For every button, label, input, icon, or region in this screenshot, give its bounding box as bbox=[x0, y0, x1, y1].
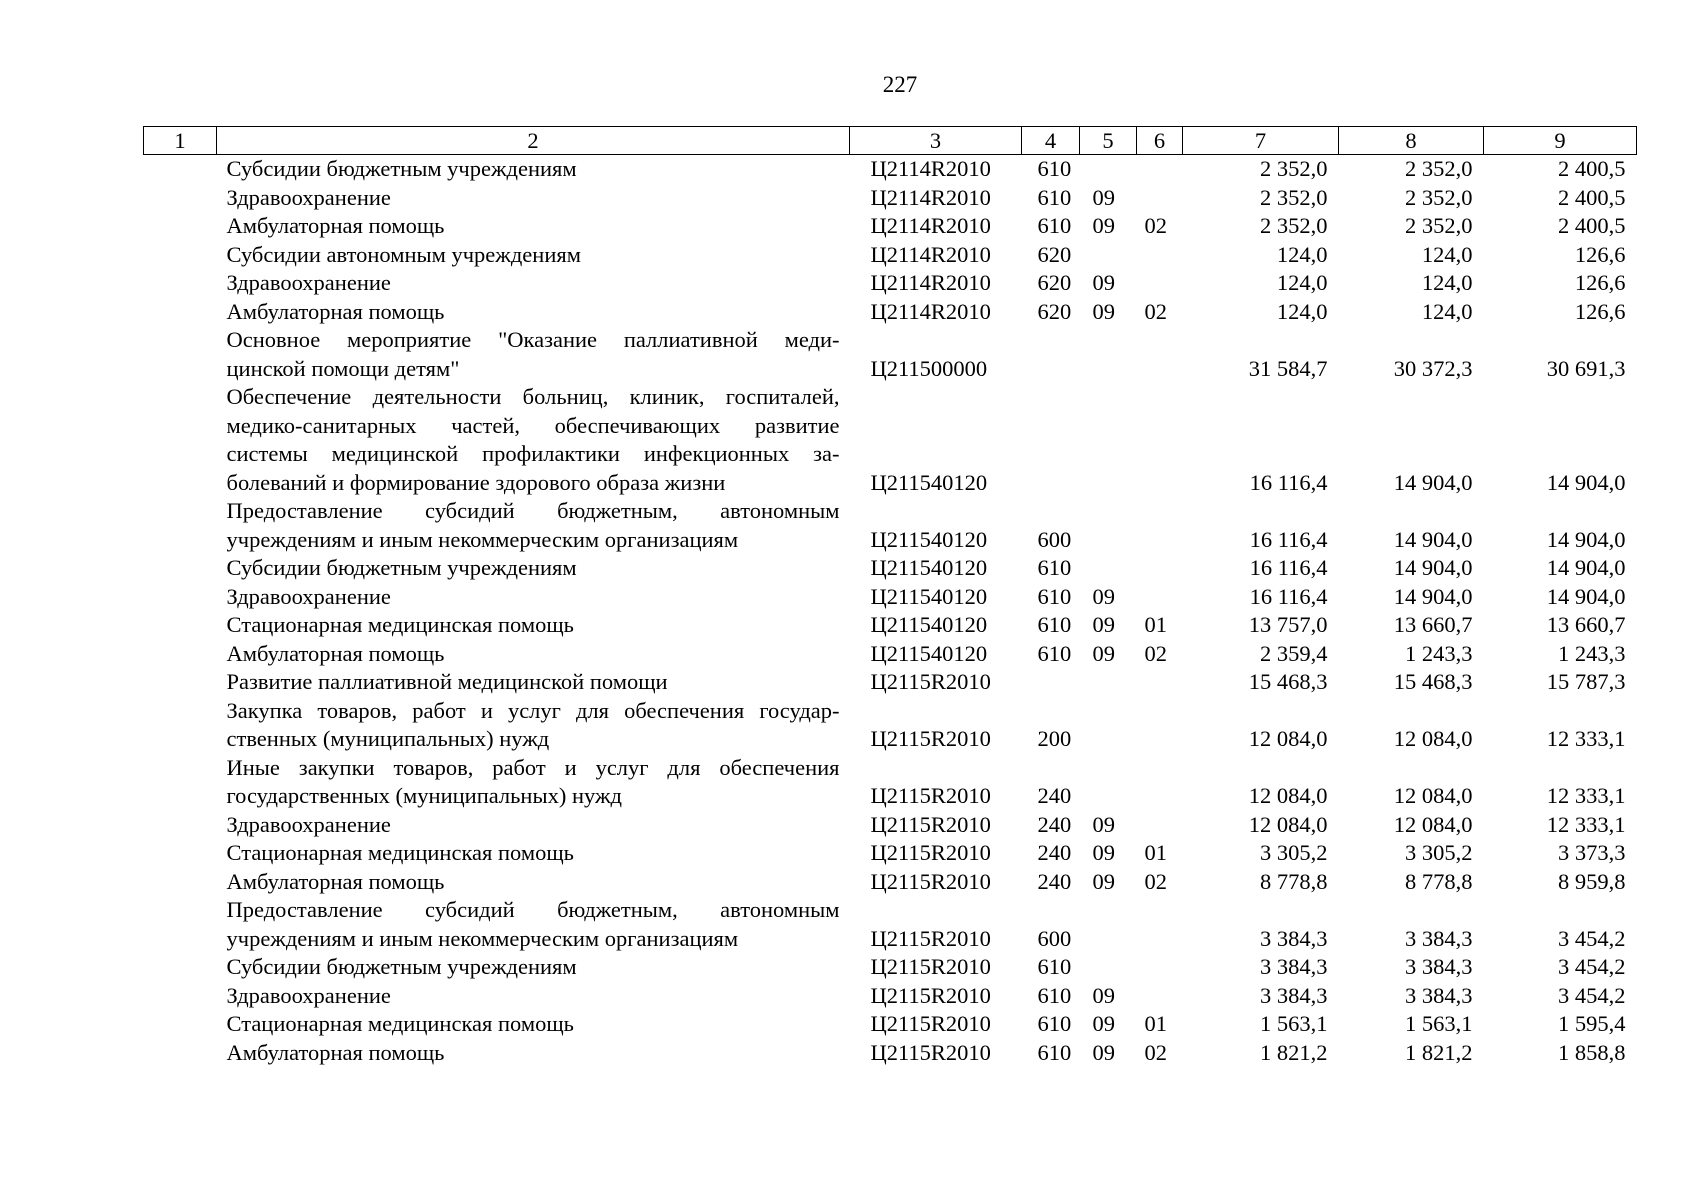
row-name-line: Стационарная медицинская помощь bbox=[226, 840, 574, 865]
page-number: 227 bbox=[882, 72, 918, 97]
column-header: 1 bbox=[144, 127, 217, 155]
amount-cell: 3 384,3 bbox=[1405, 954, 1473, 979]
amount-cell: 124,0 bbox=[1421, 241, 1473, 267]
amount-cell: 2 352,0 bbox=[1405, 213, 1473, 238]
row-name-line: ственных (муниципальных) нужд bbox=[226, 726, 550, 751]
column-header: 4 bbox=[1022, 127, 1080, 155]
section-cell: 09 bbox=[1092, 184, 1115, 210]
subsection-cell bbox=[1137, 497, 1183, 554]
amount-cell: 14 904,0 bbox=[1546, 526, 1626, 552]
amount-cell: 15 468,3 bbox=[1393, 669, 1473, 694]
row-name-line: Развитие паллиативной медицинской помощи bbox=[226, 669, 668, 694]
row-name-line: Стационарная медицинская помощь bbox=[226, 1011, 574, 1036]
amount-cell: 2 352,0 bbox=[1260, 156, 1328, 181]
row-name-line: Иные закупки товаров, работ и услуг для обеспечения bbox=[226, 754, 840, 780]
table-row bbox=[144, 497, 1637, 554]
table-row bbox=[144, 697, 1637, 754]
code-cell: Ц2115R2010 bbox=[870, 868, 991, 894]
amount-cell: 12 333,1 bbox=[1546, 811, 1626, 837]
row-name-line: Закупка товаров, работ и услуг для обеспечения государ- bbox=[226, 697, 840, 723]
row-name-line: Амбулаторная помощь bbox=[226, 213, 445, 238]
row-index-cell bbox=[144, 497, 217, 554]
column-header: 8 bbox=[1339, 127, 1484, 155]
amount-cell: 3 384,3 bbox=[1260, 925, 1328, 951]
amount-cell: 3 384,3 bbox=[1260, 982, 1328, 1008]
amount-cell: 2 400,5 bbox=[1558, 184, 1626, 210]
expense-type-cell: 240 bbox=[1037, 783, 1072, 808]
amount-cell: 3 454,2 bbox=[1558, 925, 1626, 951]
amount-cell: 12 084,0 bbox=[1393, 783, 1473, 808]
row-name-line: учреждениям и иным некоммерческим организациям bbox=[226, 925, 739, 951]
row-index-cell bbox=[144, 298, 217, 327]
row-name-line: Субсидии бюджетным учреждениям bbox=[226, 156, 577, 181]
amount-cell: 16 116,4 bbox=[1249, 583, 1328, 609]
row-index-cell bbox=[144, 1039, 217, 1068]
row-name-line: цинской помощи детям" bbox=[226, 355, 460, 381]
row-index-cell bbox=[144, 754, 217, 811]
code-cell: Ц211500000 bbox=[870, 355, 988, 381]
amount-cell: 3 384,3 bbox=[1405, 982, 1473, 1008]
expense-type-cell: 610 bbox=[1037, 1011, 1072, 1036]
row-index-cell bbox=[144, 554, 217, 583]
table-row bbox=[144, 1039, 1637, 1068]
row-name-line: медико-санитарных частей, обеспечивающих развитие bbox=[226, 412, 840, 438]
expense-type-cell: 600 bbox=[1037, 925, 1072, 951]
amount-cell: 13 660,7 bbox=[1546, 612, 1626, 637]
amount-cell: 12 333,1 bbox=[1546, 726, 1626, 751]
row-index-cell bbox=[144, 697, 217, 754]
code-cell: Ц2115R2010 bbox=[870, 840, 991, 865]
section-cell: 09 bbox=[1092, 868, 1115, 894]
row-index-cell bbox=[144, 184, 217, 213]
amount-cell: 1 595,4 bbox=[1558, 1011, 1626, 1036]
table-row bbox=[144, 611, 1637, 640]
expense-type-cell: 620 bbox=[1037, 298, 1072, 324]
amount-cell: 14 904,0 bbox=[1546, 555, 1626, 580]
code-cell: Ц211540120 bbox=[870, 526, 988, 552]
table-body bbox=[144, 155, 1637, 1068]
amount-cell: 124,0 bbox=[1276, 270, 1328, 295]
amount-cell: 12 333,1 bbox=[1546, 783, 1626, 808]
row-name-cell bbox=[217, 896, 850, 953]
amount-cell: 126,6 bbox=[1574, 298, 1626, 324]
section-cell: 09 bbox=[1092, 298, 1115, 324]
amount-cell: 2 352,0 bbox=[1260, 184, 1328, 210]
subsection-cell bbox=[1137, 155, 1183, 184]
row-name-line: Субсидии автономным учреждениям bbox=[226, 241, 581, 267]
section-cell: 09 bbox=[1092, 583, 1115, 609]
table-row bbox=[144, 811, 1637, 840]
row-name-cell bbox=[217, 640, 850, 669]
subsection-cell bbox=[1137, 184, 1183, 213]
amount-cell: 2 352,0 bbox=[1405, 156, 1473, 181]
expense-type-cell: 610 bbox=[1037, 982, 1072, 1008]
expense-type-cell: 610 bbox=[1037, 156, 1072, 181]
amount-cell: 3 384,3 bbox=[1405, 925, 1473, 951]
budget-table bbox=[143, 126, 1637, 1067]
row-name-line: Амбулаторная помощь bbox=[226, 1039, 445, 1065]
amount-cell: 31 584,7 bbox=[1248, 355, 1328, 381]
section-cell: 09 bbox=[1092, 811, 1115, 837]
code-cell: Ц211540120 bbox=[870, 640, 988, 666]
table-row bbox=[144, 754, 1637, 811]
code-cell: Ц2115R2010 bbox=[870, 954, 991, 979]
amount-cell: 1 243,3 bbox=[1405, 640, 1473, 666]
column-header: 5 bbox=[1080, 127, 1137, 155]
amount-cell: 12 084,0 bbox=[1393, 726, 1473, 751]
row-name-line: Здравоохранение bbox=[226, 270, 391, 295]
subsection-cell: 02 bbox=[1144, 298, 1167, 324]
row-name-cell bbox=[217, 868, 850, 897]
code-cell: Ц2114R2010 bbox=[870, 270, 991, 295]
row-name-line: Предоставление субсидий бюджетным, автономным bbox=[226, 897, 840, 922]
table-row bbox=[144, 269, 1637, 298]
amount-cell: 3 305,2 bbox=[1405, 840, 1473, 865]
expense-type-cell: 620 bbox=[1037, 270, 1072, 295]
row-name-cell bbox=[217, 298, 850, 327]
amount-cell: 1 821,2 bbox=[1260, 1039, 1328, 1065]
expense-type-cell: 610 bbox=[1037, 555, 1072, 580]
row-name-cell bbox=[217, 611, 850, 640]
amount-cell: 3 384,3 bbox=[1260, 954, 1328, 979]
table-row bbox=[144, 1010, 1637, 1039]
section-cell bbox=[1080, 155, 1137, 184]
code-cell: Ц2115R2010 bbox=[870, 1011, 991, 1036]
row-name-cell bbox=[217, 982, 850, 1011]
expense-type-cell: 240 bbox=[1037, 868, 1072, 894]
amount-cell: 15 468,3 bbox=[1248, 669, 1328, 694]
expense-type-cell bbox=[1022, 668, 1080, 697]
subsection-cell bbox=[1137, 583, 1183, 612]
row-index-cell bbox=[144, 811, 217, 840]
section-cell bbox=[1080, 241, 1137, 270]
table-row bbox=[144, 839, 1637, 868]
row-name-line: Здравоохранение bbox=[226, 811, 391, 837]
amount-cell: 14 904,0 bbox=[1546, 583, 1626, 609]
row-index-cell bbox=[144, 839, 217, 868]
expense-type-cell bbox=[1022, 383, 1080, 497]
amount-cell: 2 352,0 bbox=[1260, 213, 1328, 238]
amount-cell: 8 778,8 bbox=[1405, 868, 1473, 894]
row-name-cell bbox=[217, 241, 850, 270]
row-name-cell bbox=[217, 184, 850, 213]
amount-cell: 124,0 bbox=[1276, 241, 1328, 267]
table-row bbox=[144, 241, 1637, 270]
amount-cell: 14 904,0 bbox=[1393, 583, 1473, 609]
row-name-cell bbox=[217, 326, 850, 383]
section-cell bbox=[1080, 697, 1137, 754]
section-cell: 09 bbox=[1092, 640, 1115, 666]
subsection-cell bbox=[1137, 383, 1183, 497]
amount-cell: 30 372,3 bbox=[1393, 355, 1473, 381]
row-index-cell bbox=[144, 611, 217, 640]
expense-type-cell: 240 bbox=[1037, 811, 1072, 837]
row-name-line: Амбулаторная помощь bbox=[226, 298, 445, 324]
row-index-cell bbox=[144, 583, 217, 612]
row-index-cell bbox=[144, 640, 217, 669]
column-header: 6 bbox=[1137, 127, 1183, 155]
row-index-cell bbox=[144, 383, 217, 497]
subsection-cell: 02 bbox=[1144, 1039, 1167, 1065]
table-row bbox=[144, 583, 1637, 612]
subsection-cell: 01 bbox=[1144, 612, 1167, 637]
amount-cell: 126,6 bbox=[1574, 270, 1626, 295]
amount-cell: 8 778,8 bbox=[1260, 868, 1328, 894]
subsection-cell: 01 bbox=[1144, 1011, 1167, 1036]
amount-cell: 12 084,0 bbox=[1393, 811, 1473, 837]
table-row bbox=[144, 184, 1637, 213]
expense-type-cell: 610 bbox=[1037, 184, 1072, 210]
row-name-cell bbox=[217, 212, 850, 241]
amount-cell: 13 660,7 bbox=[1393, 612, 1473, 637]
expense-type-cell: 600 bbox=[1037, 526, 1072, 552]
row-index-cell bbox=[144, 982, 217, 1011]
amount-cell: 2 352,0 bbox=[1405, 184, 1473, 210]
subsection-cell bbox=[1137, 326, 1183, 383]
subsection-cell bbox=[1137, 754, 1183, 811]
row-index-cell bbox=[144, 212, 217, 241]
column-header: 2 bbox=[217, 127, 850, 155]
expense-type-cell: 240 bbox=[1037, 840, 1072, 865]
row-index-cell bbox=[144, 1010, 217, 1039]
amount-cell: 12 084,0 bbox=[1248, 811, 1328, 837]
row-name-line: Амбулаторная помощь bbox=[226, 868, 445, 894]
code-cell: Ц2114R2010 bbox=[870, 213, 991, 238]
subsection-cell: 02 bbox=[1144, 640, 1167, 666]
subsection-cell bbox=[1137, 241, 1183, 270]
amount-cell: 12 084,0 bbox=[1248, 783, 1328, 808]
row-name-cell bbox=[217, 754, 850, 811]
amount-cell: 16 116,4 bbox=[1249, 555, 1328, 580]
section-cell: 09 bbox=[1092, 270, 1115, 295]
row-name-line: Обеспечение деятельности больниц, клиник, госпиталей, bbox=[226, 384, 840, 409]
amount-cell: 16 116,4 bbox=[1249, 526, 1328, 552]
amount-cell: 2 400,5 bbox=[1558, 156, 1626, 181]
amount-cell: 14 904,0 bbox=[1393, 526, 1473, 552]
row-index-cell bbox=[144, 326, 217, 383]
amount-cell: 12 084,0 bbox=[1248, 726, 1328, 751]
amount-cell: 15 787,3 bbox=[1546, 669, 1626, 694]
row-name-cell bbox=[217, 697, 850, 754]
subsection-cell: 02 bbox=[1144, 868, 1167, 894]
row-name-cell bbox=[217, 811, 850, 840]
amount-cell: 1 243,3 bbox=[1558, 640, 1626, 666]
section-cell bbox=[1080, 554, 1137, 583]
table-row bbox=[144, 953, 1637, 982]
row-name-line: Основное мероприятие "Оказание паллиативной меди- bbox=[226, 327, 840, 352]
row-name-cell bbox=[217, 583, 850, 612]
code-cell: Ц2115R2010 bbox=[870, 811, 991, 837]
code-cell: Ц2114R2010 bbox=[870, 156, 991, 181]
row-name-line: Здравоохранение bbox=[226, 982, 391, 1008]
amount-cell: 3 454,2 bbox=[1558, 954, 1626, 979]
expense-type-cell: 610 bbox=[1037, 612, 1072, 637]
table-row bbox=[144, 982, 1637, 1011]
row-name-cell bbox=[217, 1039, 850, 1068]
code-cell: Ц2115R2010 bbox=[870, 925, 991, 951]
row-name-line: системы медицинской профилактики инфекционных за- bbox=[226, 441, 840, 466]
amount-cell: 126,6 bbox=[1574, 241, 1626, 267]
section-cell bbox=[1080, 754, 1137, 811]
expense-type-cell: 610 bbox=[1037, 213, 1072, 238]
row-name-cell bbox=[217, 953, 850, 982]
section-cell: 09 bbox=[1092, 1039, 1115, 1065]
table-row bbox=[144, 640, 1637, 669]
code-cell: Ц2114R2010 bbox=[870, 298, 991, 324]
row-name-line: Здравоохранение bbox=[226, 583, 391, 609]
amount-cell: 16 116,4 bbox=[1249, 469, 1328, 495]
expense-type-cell: 200 bbox=[1037, 726, 1072, 751]
code-cell: Ц2115R2010 bbox=[870, 783, 991, 808]
amount-cell: 124,0 bbox=[1421, 298, 1473, 324]
amount-cell: 3 305,2 bbox=[1260, 840, 1328, 865]
row-name-cell bbox=[217, 497, 850, 554]
amount-cell: 3 373,3 bbox=[1558, 840, 1626, 865]
row-name-line: Субсидии бюджетным учреждениям bbox=[226, 954, 577, 979]
row-name-line: Здравоохранение bbox=[226, 184, 391, 210]
amount-cell: 124,0 bbox=[1276, 298, 1328, 324]
row-name-line: Предоставление субсидий бюджетным, автономным bbox=[226, 498, 840, 523]
row-name-cell bbox=[217, 839, 850, 868]
row-name-line: болеваний и формирование здорового образа жизни bbox=[226, 469, 726, 495]
amount-cell: 1 563,1 bbox=[1260, 1011, 1328, 1036]
amount-cell: 14 904,0 bbox=[1546, 469, 1626, 495]
amount-cell: 1 821,2 bbox=[1405, 1039, 1473, 1065]
code-cell: Ц2115R2010 bbox=[870, 669, 991, 694]
code-cell: Ц2115R2010 bbox=[870, 982, 991, 1008]
section-cell: 09 bbox=[1092, 982, 1115, 1008]
column-header: 9 bbox=[1484, 127, 1637, 155]
expense-type-cell: 610 bbox=[1037, 640, 1072, 666]
table-row bbox=[144, 896, 1637, 953]
section-cell bbox=[1080, 383, 1137, 497]
table-row bbox=[144, 155, 1637, 184]
expense-type-cell: 610 bbox=[1037, 1039, 1072, 1065]
column-header: 7 bbox=[1183, 127, 1339, 155]
subsection-cell bbox=[1137, 554, 1183, 583]
table-row bbox=[144, 554, 1637, 583]
subsection-cell bbox=[1137, 953, 1183, 982]
row-index-cell bbox=[144, 953, 217, 982]
code-cell: Ц2115R2010 bbox=[870, 726, 991, 751]
amount-cell: 13 757,0 bbox=[1248, 612, 1328, 637]
section-cell bbox=[1080, 497, 1137, 554]
row-index-cell bbox=[144, 868, 217, 897]
table-row bbox=[144, 868, 1637, 897]
amount-cell: 30 691,3 bbox=[1546, 355, 1626, 381]
row-index-cell bbox=[144, 155, 217, 184]
section-cell: 09 bbox=[1092, 840, 1115, 865]
expense-type-cell: 610 bbox=[1037, 583, 1072, 609]
amount-cell: 2 359,4 bbox=[1260, 640, 1328, 666]
subsection-cell bbox=[1137, 269, 1183, 298]
row-name-line: государственных (муниципальных) нужд bbox=[226, 783, 622, 808]
row-name-line: Стационарная медицинская помощь bbox=[226, 612, 574, 637]
section-cell bbox=[1080, 326, 1137, 383]
row-name-cell bbox=[217, 1010, 850, 1039]
subsection-cell bbox=[1137, 896, 1183, 953]
row-index-cell bbox=[144, 896, 217, 953]
amount-cell: 8 959,8 bbox=[1558, 868, 1626, 894]
amount-cell: 3 454,2 bbox=[1558, 982, 1626, 1008]
subsection-cell bbox=[1137, 811, 1183, 840]
row-name-cell bbox=[217, 554, 850, 583]
column-header: 3 bbox=[850, 127, 1022, 155]
code-cell: Ц211540120 bbox=[870, 583, 988, 609]
subsection-cell: 01 bbox=[1144, 840, 1167, 865]
row-index-cell bbox=[144, 241, 217, 270]
row-name-cell bbox=[217, 383, 850, 497]
row-name-cell bbox=[217, 269, 850, 298]
table-row bbox=[144, 326, 1637, 383]
section-cell: 09 bbox=[1092, 213, 1115, 238]
section-cell bbox=[1080, 668, 1137, 697]
section-cell: 09 bbox=[1092, 1011, 1115, 1036]
section-cell bbox=[1080, 953, 1137, 982]
table-row bbox=[144, 212, 1637, 241]
table-row bbox=[144, 383, 1637, 497]
row-index-cell bbox=[144, 668, 217, 697]
subsection-cell bbox=[1137, 982, 1183, 1011]
section-cell bbox=[1080, 896, 1137, 953]
section-cell: 09 bbox=[1092, 612, 1115, 637]
subsection-cell: 02 bbox=[1144, 213, 1167, 238]
amount-cell: 124,0 bbox=[1421, 270, 1473, 295]
code-cell: Ц211540120 bbox=[870, 555, 988, 580]
amount-cell: 1 563,1 bbox=[1405, 1011, 1473, 1036]
subsection-cell bbox=[1137, 668, 1183, 697]
code-cell: Ц2114R2010 bbox=[870, 184, 991, 210]
row-index-cell bbox=[144, 269, 217, 298]
table-row bbox=[144, 668, 1637, 697]
code-cell: Ц211540120 bbox=[870, 469, 988, 495]
amount-cell: 14 904,0 bbox=[1393, 555, 1473, 580]
header-row bbox=[144, 127, 1637, 155]
row-name-cell bbox=[217, 668, 850, 697]
subsection-cell bbox=[1137, 697, 1183, 754]
expense-type-cell bbox=[1022, 326, 1080, 383]
table-row bbox=[144, 298, 1637, 327]
row-name-line: учреждениям и иным некоммерческим организациям bbox=[226, 526, 739, 552]
code-cell: Ц2114R2010 bbox=[870, 241, 991, 267]
row-name-line: Субсидии бюджетным учреждениям bbox=[226, 555, 577, 580]
code-cell: Ц2115R2010 bbox=[870, 1039, 991, 1065]
expense-type-cell: 620 bbox=[1037, 241, 1072, 267]
code-cell: Ц211540120 bbox=[870, 612, 988, 637]
amount-cell: 14 904,0 bbox=[1393, 469, 1473, 495]
row-name-line: Амбулаторная помощь bbox=[226, 640, 445, 666]
amount-cell: 1 858,8 bbox=[1558, 1039, 1626, 1065]
amount-cell: 2 400,5 bbox=[1558, 213, 1626, 238]
row-name-cell bbox=[217, 155, 850, 184]
expense-type-cell: 610 bbox=[1037, 954, 1072, 979]
